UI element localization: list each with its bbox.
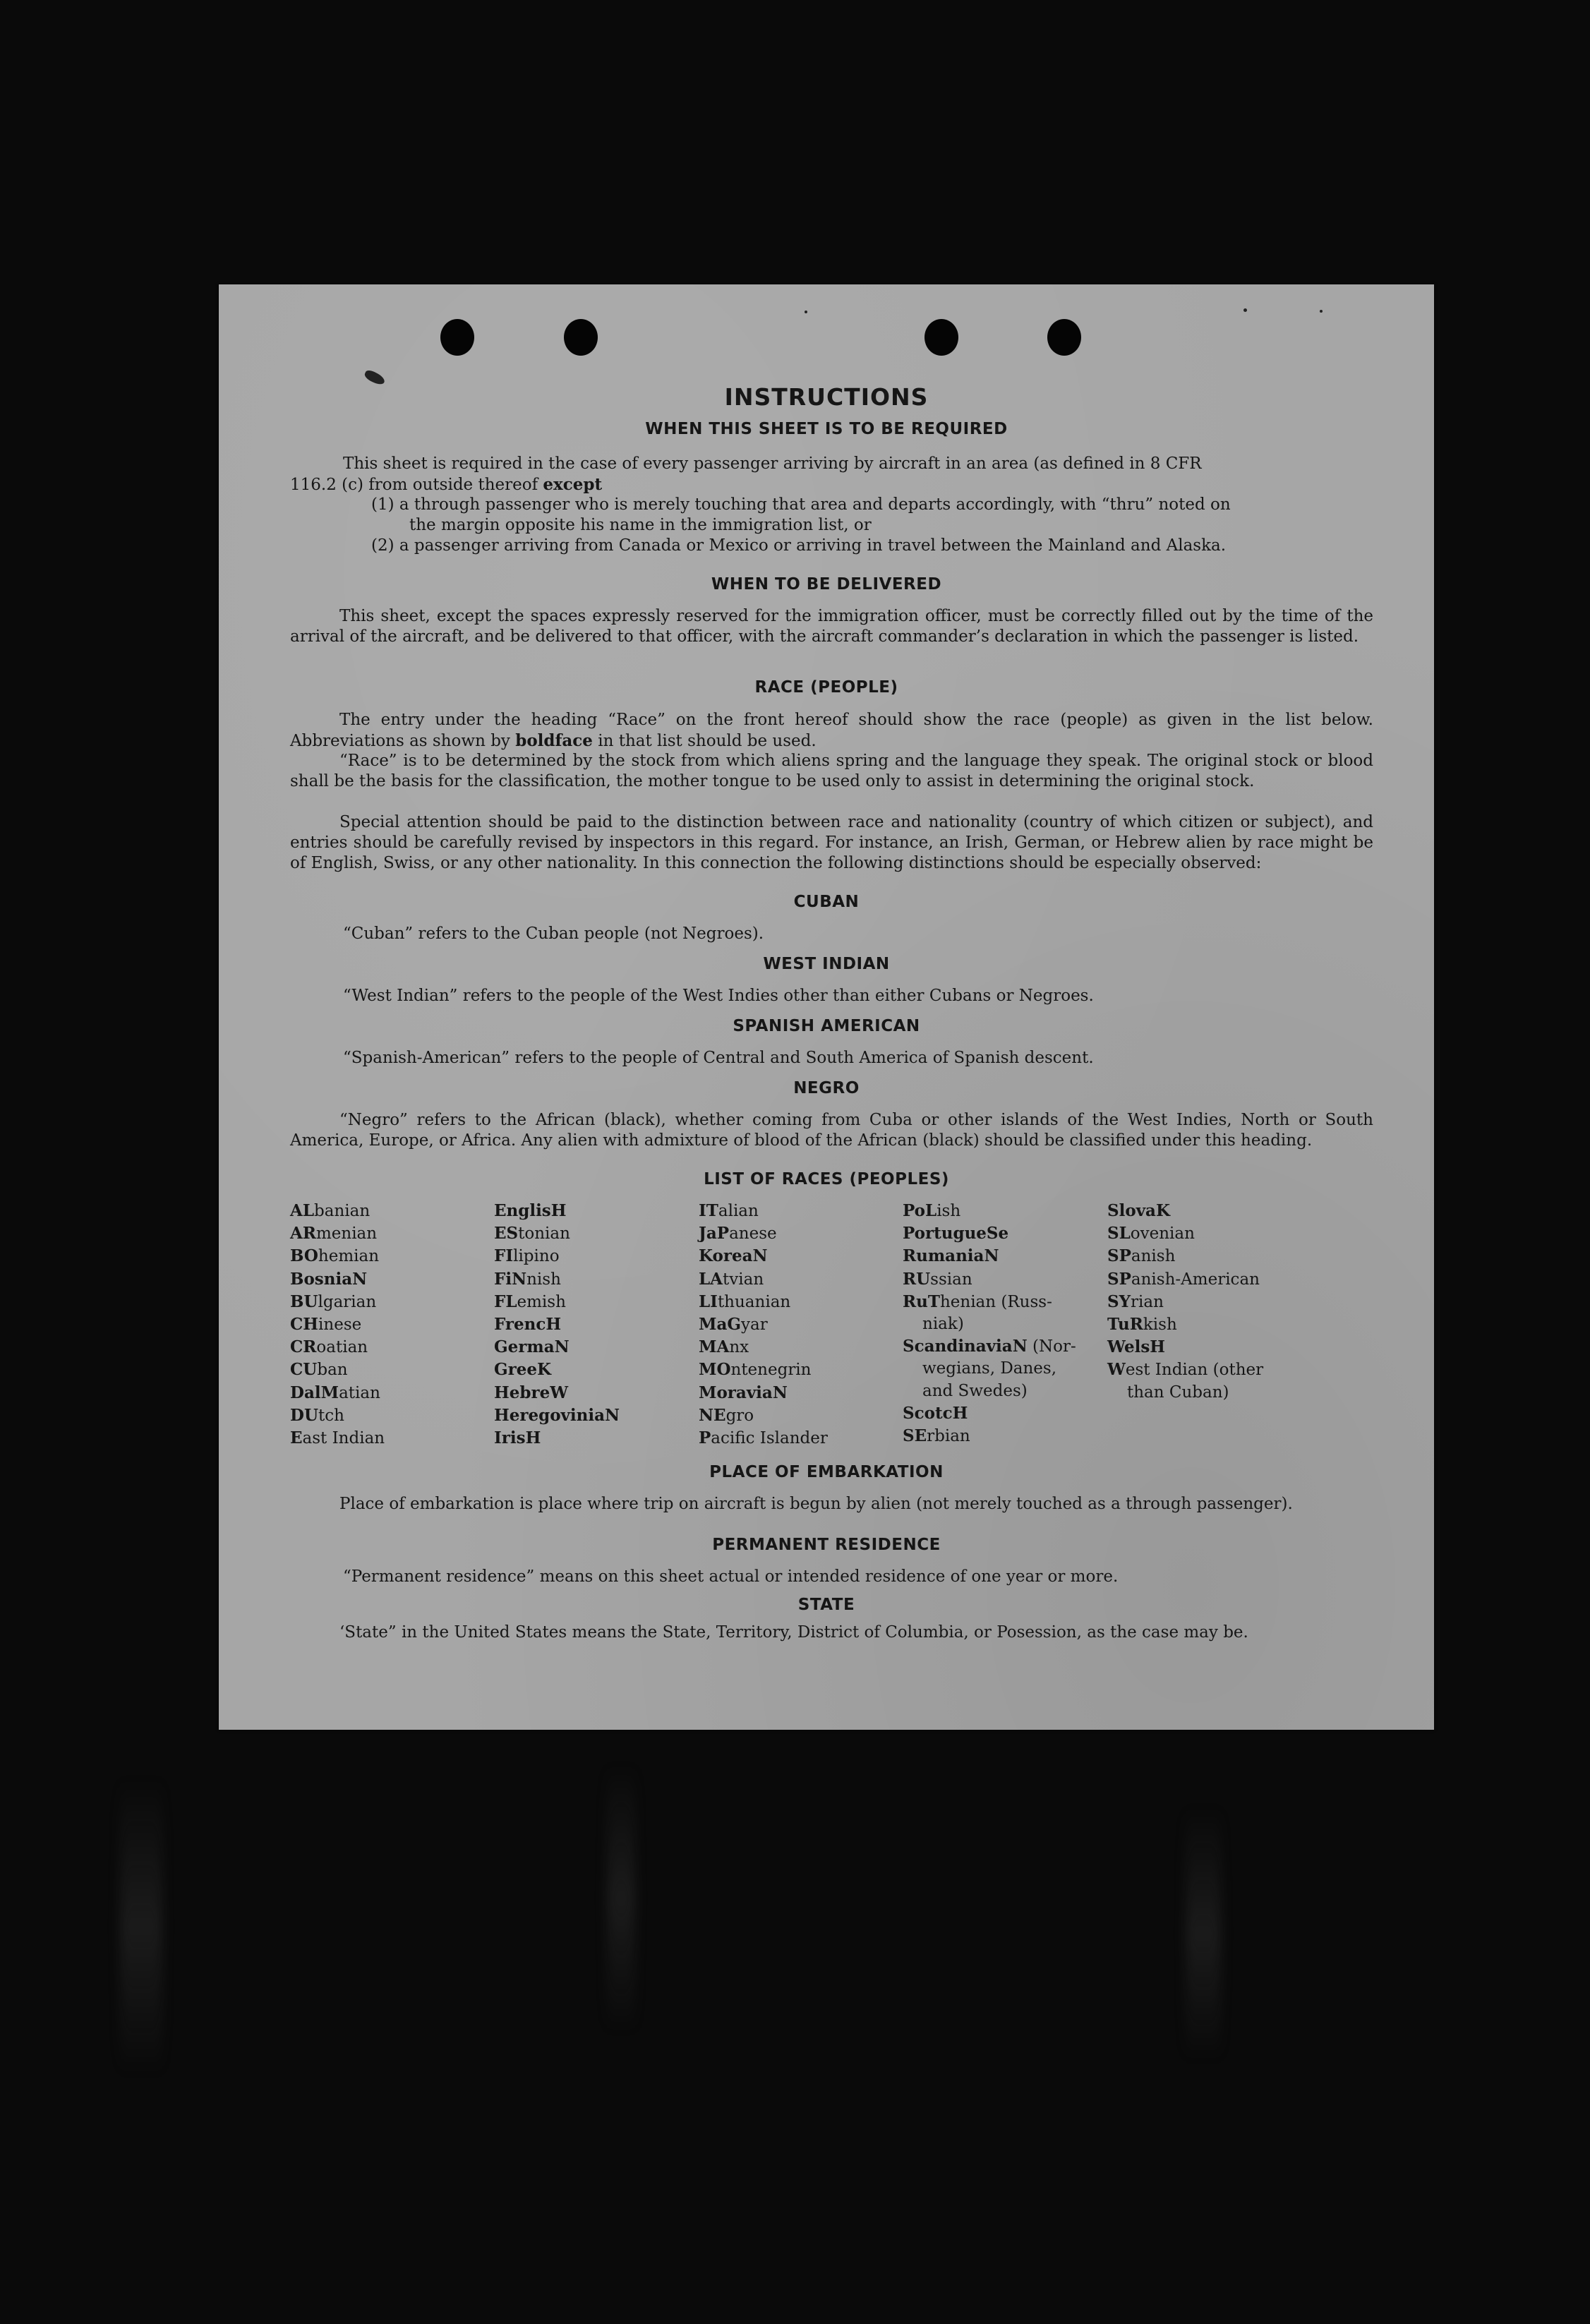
race-abbrev: Englis [494,1201,551,1220]
race-abbrev: SE [903,1426,927,1446]
race-entry [290,1222,385,1245]
spanish-american-text: “Spanish-American” refers to the people of Central and South America of Spanish descent. [343,1049,1094,1067]
race-entry [1107,1268,1263,1291]
race-entry [1107,1291,1263,1313]
west-indian-text: “West Indian” refers to the people of the West Indies other than either Cubans or Negroes. [343,987,1094,1005]
race-entry [699,1222,828,1245]
ink-speck [805,311,807,313]
race-abbrev: M [320,1383,339,1402]
race-abbrev: N [554,1337,570,1357]
boldface-word: boldface [515,731,593,750]
race-rest: ban [317,1361,348,1380]
when-required-item1: (1) a through passenger who is merely touching that area and departs accordingly, with “thru” noted on [371,495,1231,514]
section-title-embarkation: PLACE OF EMBARKATION [709,1463,944,1481]
race-abbrev: Hebre [494,1383,550,1402]
race-abbrev: K [537,1360,552,1380]
race-entry [290,1359,385,1381]
cuban-text: “Cuban” refers to the Cuban people (not Negroes). [343,925,764,943]
race-abbrev: RuT [903,1292,940,1311]
race-rest: wegians, Danes, [922,1359,1057,1378]
race-abbrev: SY [1107,1292,1131,1311]
page-title: INSTRUCTIONS [724,383,929,411]
race-abbrev: H [952,1403,968,1423]
race-rest: inese [318,1315,362,1335]
race-abbrev: SP [1107,1269,1131,1289]
race-abbrev: E [290,1428,303,1448]
race-entry [494,1336,620,1359]
race-abbrev: Rumania [903,1246,984,1266]
race-entry [494,1404,620,1427]
race-entry [1107,1200,1263,1222]
race-abbrev: H [550,1201,567,1220]
race-abbrev: Iris [494,1428,526,1448]
race-abbrev: Heregovinia [494,1405,606,1425]
race-entry [494,1222,620,1245]
race-abbrev: Gree [494,1360,538,1380]
race-abbrev: SP [1107,1246,1131,1266]
document-page [219,284,1434,1730]
section-title-when-delivered: WHEN TO BE DELIVERED [711,575,942,594]
race-entry [699,1404,828,1427]
embarkation-text: Place of embarkation is place where trip on aircraft is begun by alien (not merely touched as a through passenger). [339,1495,1293,1513]
race-abbrev: N [605,1405,620,1425]
state-text: ‘State” in the United States means the State, Territory, District of Columbia, or Posession, as the case may be. [339,1623,1248,1642]
race-p1-text: The entry under the heading “Race” on the front hereof should show the race (people) as given in the list below. Abbreviations as shown by [290,711,1373,750]
race-abbrev: Wels [1107,1337,1150,1357]
race-rest: nx [729,1338,749,1357]
race-entry [494,1427,620,1450]
scan-streak [1186,1807,1221,2061]
race-rest: anish [1131,1247,1176,1266]
race-rest: alian [718,1202,759,1220]
when-required-line1: This sheet is required in the case of every passenger arriving by aircraft in an area (as defined in 8 CFR [343,454,1202,473]
race-entry [699,1359,828,1381]
section-title-west-indian: WEST INDIAN [763,955,890,973]
race-abbrev: Portugue [903,1224,987,1244]
section-title-race: RACE (PEOPLE) [754,678,898,697]
race-abbrev: BU [290,1292,318,1311]
race-entry [494,1359,620,1381]
race-entry [903,1402,1076,1425]
race-entry [290,1404,385,1427]
race-entry [903,1335,1076,1358]
race-column-5 [1107,1200,1263,1404]
race-abbrev: Scotc [903,1403,953,1423]
race-abbrev: MO [699,1360,731,1380]
race-entry [699,1427,828,1450]
except-bold: except [543,475,603,494]
race-rest: anish-American [1131,1270,1260,1289]
race-rest: and Swedes) [922,1381,1028,1400]
race-abbrev: CU [290,1360,318,1380]
race-abbrev: P [699,1428,711,1448]
race-entry [699,1291,828,1313]
race-p1-text-end: in that list should be used. [592,732,817,750]
race-abbrev: N [984,1246,999,1266]
race-entry [494,1313,620,1336]
race-rest: banian [314,1202,371,1220]
race-entry [290,1427,385,1450]
race-abbrev: AR [290,1224,316,1244]
race-rest: ssian [930,1270,972,1289]
race-abbrev: N [1012,1337,1028,1356]
race-abbrev: AL [290,1201,315,1220]
race-abbrev: BO [290,1246,318,1266]
race-abbrev: Korea [699,1246,753,1266]
when-required-line2 [290,474,602,495]
race-abbrev: W [1107,1360,1126,1380]
race-rest: niak) [922,1315,964,1334]
race-entry [290,1313,385,1336]
race-abbrev: FL [494,1292,517,1311]
race-abbrev: Slova [1107,1201,1156,1220]
race-abbrev: CR [290,1337,317,1357]
race-abbrev: ES [494,1224,519,1244]
race-entry [290,1382,385,1404]
race-entry [699,1313,828,1336]
race-abbrev: Ma [699,1315,728,1335]
race-abbrev: Moravia [699,1383,773,1402]
race-abbrev: NE [699,1405,726,1425]
ink-speck [1320,310,1323,313]
race-rest: ish [936,1202,961,1220]
race-rest: ast Indian [302,1429,385,1448]
race-rest: kish [1143,1315,1177,1335]
race-abbrev: W [550,1383,569,1402]
when-delivered-text: This sheet, except the spaces expressly reserved for the immigration officer, must be correctly filled out by the time of the arrival of the aircraft, and be delivered to that officer, with the aircraft commander’s declaration in which the passenger is listed. [290,607,1373,646]
race-abbrev: P [716,1224,730,1244]
section-title-negro: NEGRO [793,1079,860,1097]
race-entry [1107,1336,1263,1359]
race-entry [699,1245,828,1268]
race-rest: acific Islander [711,1429,828,1448]
race-rest: emish [517,1292,566,1311]
race-abbrev: MA [699,1337,730,1357]
negro-text: “Negro” refers to the African (black), whether coming from Cuba or other islands of the West Indies, North or South America, Europe, or Africa. Any alien with admixture of blood of the African (black) should be classified under this heading. [290,1111,1373,1150]
race-abbrev: K [1155,1201,1170,1220]
race-abbrev: RU [903,1269,931,1289]
race-entry [494,1245,620,1268]
section-title-permanent-residence: PERMANENT RESIDENCE [712,1536,941,1554]
race-abbrev: N [352,1269,368,1289]
permanent-residence-text: “Permanent residence” means on this sheet actual or intended residence of one year or more. [343,1567,1119,1586]
race-abbrev: Po [903,1201,926,1220]
section-title-when-required: WHEN THIS SHEET IS TO BE REQUIRED [645,420,1008,438]
race-entry [494,1268,620,1291]
race-abbrev: FI [494,1246,514,1266]
race-abbrev: N [752,1246,768,1266]
race-rest: tonian [518,1224,570,1244]
race-column-1 [290,1200,385,1450]
race-abbrev: Tu [1107,1315,1130,1335]
race-entry [1107,1245,1263,1268]
race-abbrev: Fi [494,1269,512,1289]
section-title-state: STATE [797,1596,855,1614]
race-entry [494,1382,620,1404]
race-entry [699,1382,828,1404]
punch-hole [440,319,474,356]
race-rest: tvian [723,1270,764,1289]
race-abbrev: CH [290,1315,319,1335]
race-abbrev: N [772,1383,788,1402]
race-rest: than Cuban) [1127,1383,1229,1402]
race-entry [290,1200,385,1222]
race-abbrev: R [1129,1315,1143,1335]
race-rest: thuanian [717,1292,791,1311]
race-abbrev: Ja [699,1224,717,1244]
race-entry [1107,1359,1263,1381]
race-abbrev: LI [699,1292,718,1311]
race-entry [903,1200,1076,1222]
race-entry [699,1200,828,1222]
race-abbrev: H [546,1315,562,1335]
race-column-3 [699,1200,828,1450]
when-required-line2-text: 116.2 (c) from outside thereof [290,476,543,494]
race-paragraph-3: Special attention should be paid to the distinction between race and nationality (country of which citizen or subject), and entries should be carefully revised by inspectors in this regard. For instance, an Irish, German, or Hebrew alien by race might be of English, Swiss, or any other nationality. In this connection the following distinctions should be especially observed: [290,813,1373,872]
race-entry [903,1245,1076,1268]
race-abbrev: IT [699,1201,718,1220]
race-paragraph-2: “Race” is to be determined by the stock from which aliens spring and the language they speak. The original stock or blood shall be the basis for the classification, the mother tongue to be used only to assist in determining the original stock. [290,752,1373,790]
race-rest: ovenian [1130,1224,1195,1244]
race-abbrev: H [1150,1337,1166,1357]
race-rest: hemian [318,1247,380,1266]
race-entry [1107,1382,1263,1404]
race-abbrev: Dal [290,1383,321,1402]
race-rest: est Indian (other [1125,1361,1264,1380]
race-rest: ntenegrin [730,1361,812,1380]
scan-streak [120,1778,162,2075]
race-entry [699,1336,828,1359]
race-rest: nish [526,1270,561,1289]
race-entry [903,1268,1076,1291]
race-abbrev: L [925,1201,937,1220]
race-entry [903,1222,1076,1245]
race-rest: gro [725,1406,754,1425]
race-abbrev: G [727,1315,742,1335]
race-column-2 [494,1200,620,1450]
race-entry [903,1425,1076,1447]
race-abbrev: Frenc [494,1315,546,1335]
race-rest: lipino [513,1247,560,1266]
race-rest: rbian [927,1427,970,1446]
race-rest: oatian [316,1338,368,1357]
race-rest: menian [315,1224,378,1244]
race-abbrev: Scandinavia [903,1337,1013,1356]
race-entry [903,1358,1076,1380]
race-entry [290,1245,385,1268]
race-entry [290,1291,385,1313]
race-column-4 [903,1200,1076,1447]
race-rest: anese [729,1224,777,1244]
race-rest: yar [741,1315,768,1335]
race-paragraph-1 [290,710,1373,752]
section-title-cuban: CUBAN [793,893,860,911]
race-entry [290,1268,385,1291]
ink-speck [1243,308,1247,312]
race-rest: lgarian [318,1292,377,1311]
race-entry [903,1380,1076,1402]
race-rest: atian [339,1383,380,1402]
race-entry [1107,1313,1263,1336]
race-rest: tch [318,1406,344,1425]
race-abbrev: H [525,1428,541,1448]
race-abbrev: Bosnia [290,1269,353,1289]
race-rest: (Nor- [1027,1337,1076,1356]
race-abbrev: Germa [494,1337,555,1357]
punch-hole [564,319,598,356]
race-entry [290,1336,385,1359]
race-entry [903,1313,1076,1335]
race-entry [1107,1222,1263,1245]
punch-hole [925,319,958,356]
race-entry [903,1291,1076,1313]
punch-hole [1047,319,1081,356]
when-required-item1-cont: the margin opposite his name in the immigration list, or [409,516,872,534]
race-abbrev: LA [699,1269,723,1289]
race-rest: rian [1131,1292,1164,1311]
race-abbrev: Se [986,1224,1009,1244]
section-title-list-of-races: LIST OF RACES (PEOPLES) [704,1170,949,1188]
race-entry [699,1268,828,1291]
race-abbrev: N [512,1269,527,1289]
race-abbrev: SL [1107,1224,1131,1244]
when-required-item2: (2) a passenger arriving from Canada or Mexico or arriving in travel between the Mainland and Alaska. [371,536,1227,555]
race-rest: henian (Russ- [939,1292,1052,1311]
race-entry [494,1291,620,1313]
race-entry [494,1200,620,1222]
race-abbrev: DU [290,1405,319,1425]
section-title-spanish-american: SPANISH AMERICAN [733,1017,920,1035]
scan-streak [607,1764,635,2033]
